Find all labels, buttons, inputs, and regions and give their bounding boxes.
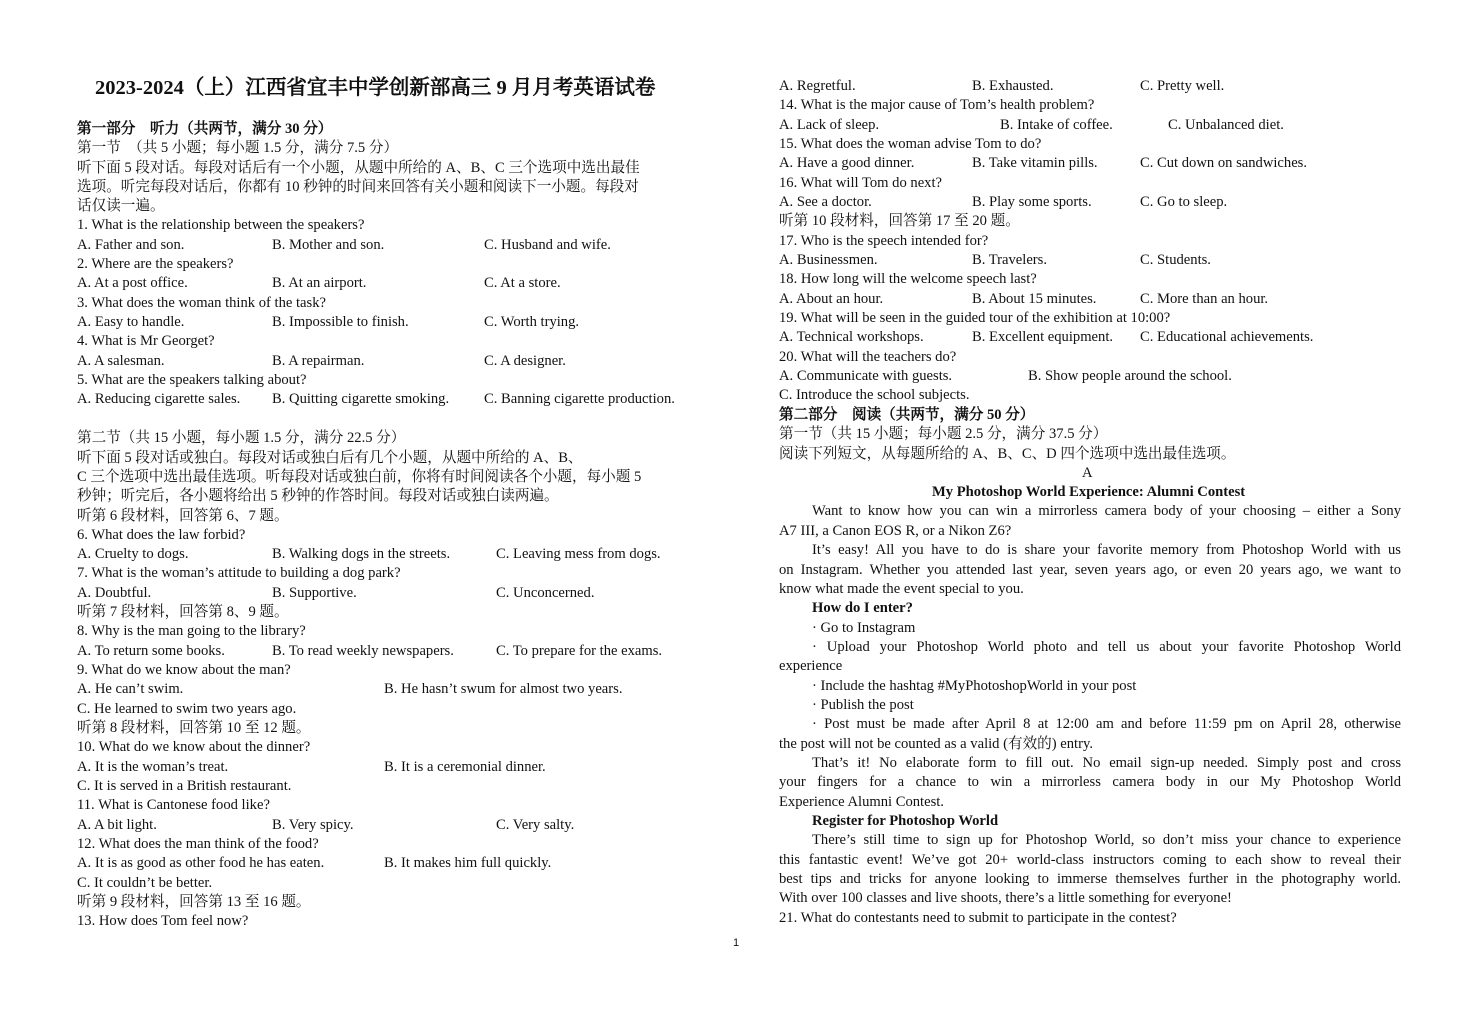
option-6a: A. Cruelty to dogs.: [77, 546, 189, 562]
question-17: 17. Who is the speech intended for?: [779, 233, 989, 249]
option-16c: C. Go to sleep.: [1140, 194, 1228, 210]
option-16a: A. See a doctor.: [779, 194, 872, 210]
reading-section1-heading: 第一节（共 15 小题；每小题 2.5 分，满分 37.5 分）: [779, 426, 1108, 442]
option-1b: B. Mother and son.: [272, 237, 385, 253]
option-9a: A. He can’t swim.: [77, 681, 184, 697]
option-19a: A. Technical workshops.: [779, 329, 924, 345]
p4-line-2: this fantastic event! We’ve got 20+ world-class instructors coming to each show to reveal their: [779, 852, 1401, 868]
option-1c: C. Husband and wife.: [484, 237, 611, 253]
option-4a: A. A salesman.: [77, 353, 165, 369]
p2-line-2: on Instagram. Whether you attended last year, seven years ago, or even 20 years ago, we want to: [779, 562, 1401, 578]
step-5-cont: the post will not be counted as a valid (有效的) entry.: [779, 736, 1093, 752]
exam-title: 2023-2024（上）江西省宜丰中学创新部高三 9 月月考英语试卷: [95, 77, 656, 99]
option-6c: C. Leaving mess from dogs.: [496, 546, 661, 562]
p2-line-1: It’s easy! All you have to do is share your favorite memory from Photoshop World with us: [812, 542, 1401, 558]
material-8-note: 听第 8 段材料，回答第 10 至 12 题。: [77, 720, 311, 736]
option-6b: B. Walking dogs in the streets.: [272, 546, 451, 562]
option-15b: B. Take vitamin pills.: [972, 155, 1098, 171]
step-3: · Include the hashtag #MyPhotoshopWorld in your post: [812, 678, 1137, 694]
option-14a: A. Lack of sleep.: [779, 117, 880, 133]
option-8b: B. To read weekly newspapers.: [272, 643, 454, 659]
question-13: 13. How does Tom feel now?: [77, 913, 249, 929]
part1-heading: 第一部分 听力（共两节，满分 30 分）: [77, 121, 333, 137]
question-15: 15. What does the woman advise Tom to do?: [779, 136, 1042, 152]
material-10-note: 听第 10 段材料，回答第 17 至 20 题。: [779, 213, 1020, 229]
option-7a: A. Doubtful.: [77, 585, 152, 601]
question-14: 14. What is the major cause of Tom’s health problem?: [779, 97, 1095, 113]
part2-heading: 第二部分 阅读（共两节，满分 50 分）: [779, 407, 1035, 423]
question-21: 21. What do contestants need to submit to participate in the contest?: [779, 910, 1177, 926]
option-10a: A. It is the woman’s treat.: [77, 759, 229, 775]
option-11c: C. Very salty.: [496, 817, 575, 833]
option-18c: C. More than an hour.: [1140, 291, 1269, 307]
p3-line-1: That’s it! No elaborate form to fill out. No email sign-up needed. Simply post and cross: [812, 755, 1401, 771]
option-3b: B. Impossible to finish.: [272, 314, 409, 330]
p4-line-1: There’s still time to sign up for Photoshop World, so don’t miss your chance to experience: [812, 832, 1401, 848]
option-12a: A. It is as good as other food he has eaten.: [77, 855, 325, 871]
option-11b: B. Very spicy.: [272, 817, 354, 833]
option-17a: A. Businessmen.: [779, 252, 878, 268]
material-7-note: 听第 7 段材料，回答第 8、9 题。: [77, 604, 289, 620]
option-15c: C. Cut down on sandwiches.: [1140, 155, 1308, 171]
option-8a: A. To return some books.: [77, 643, 225, 659]
option-18b: B. About 15 minutes.: [972, 291, 1097, 307]
option-12b: B. It makes him full quickly.: [384, 855, 552, 871]
p4-line-4: With over 100 classes and live shoots, there’s a little something for everyone!: [779, 890, 1232, 906]
option-12c: C. It couldn’t be better.: [77, 875, 213, 891]
question-5: 5. What are the speakers talking about?: [77, 372, 307, 388]
option-8c: C. To prepare for the exams.: [496, 643, 663, 659]
question-9: 9. What do we know about the man?: [77, 662, 291, 678]
p3-line-3: Experience Alumni Contest.: [779, 794, 944, 810]
option-15a: A. Have a good dinner.: [779, 155, 915, 171]
option-20b: B. Show people around the school.: [1028, 368, 1232, 384]
step-2: · Upload your Photoshop World photo and tell us about your favorite Photoshop World: [812, 639, 1401, 655]
option-1a: A. Father and son.: [77, 237, 185, 253]
question-4: 4. What is Mr Georget?: [77, 333, 215, 349]
page-number: 1: [733, 937, 740, 949]
option-2b: B. At an airport.: [272, 275, 367, 291]
p1-line-2: A7 III, a Canon EOS R, or a Nikon Z6?: [779, 523, 1012, 539]
option-20c: C. Introduce the school subjects.: [779, 387, 970, 403]
option-19c: C. Educational achievements.: [1140, 329, 1314, 345]
option-14c: C. Unbalanced diet.: [1168, 117, 1284, 133]
question-10: 10. What do we know about the dinner?: [77, 739, 311, 755]
option-19b: B. Excellent equipment.: [972, 329, 1114, 345]
step-1: · Go to Instagram: [812, 620, 916, 636]
option-2c: C. At a store.: [484, 275, 561, 291]
passage-title: My Photoshop World Experience: Alumni Contest: [932, 484, 1246, 500]
question-20: 20. What will the teachers do?: [779, 349, 957, 365]
option-7b: B. Supportive.: [272, 585, 357, 601]
option-10c: C. It is served in a British restaurant.: [77, 778, 292, 794]
p3-line-2: your fingers for a chance to win a mirrorless camera body in our My Photoshop World: [779, 774, 1401, 790]
section1-instructions-3: 话仅读一遍。: [77, 198, 165, 214]
option-17c: C. Students.: [1140, 252, 1211, 268]
material-6-note: 听第 6 段材料，回答第 6、7 题。: [77, 508, 289, 524]
question-2: 2. Where are the speakers?: [77, 256, 234, 272]
option-10b: B. It is a ceremonial dinner.: [384, 759, 546, 775]
option-13a: A. Regretful.: [779, 78, 856, 94]
register-heading: Register for Photoshop World: [812, 813, 999, 829]
option-17b: B. Travelers.: [972, 252, 1047, 268]
option-5c: C. Banning cigarette production.: [484, 391, 675, 407]
option-11a: A. A bit light.: [77, 817, 157, 833]
option-5b: B. Quitting cigarette smoking.: [272, 391, 450, 407]
question-16: 16. What will Tom do next?: [779, 175, 943, 191]
how-to-enter-heading: How do I enter?: [812, 600, 913, 616]
section2-instructions-3: 秒钟；听完后，各小题将给出 5 秒钟的作答时间。每段对话或独白读两遍。: [77, 488, 559, 504]
p1-line-1: Want to know how you can win a mirrorless camera body of your choosing – either a Sony: [812, 503, 1401, 519]
question-7: 7. What is the woman’s attitude to building a dog park?: [77, 565, 401, 581]
section2-instructions-1: 听下面 5 段对话或独白。每段对话或独白后有几个小题，从题中所给的 A、B、: [77, 450, 583, 466]
question-1: 1. What is the relationship between the speakers?: [77, 217, 365, 233]
passage-label: A: [1082, 465, 1093, 481]
option-14b: B. Intake of coffee.: [1000, 117, 1113, 133]
section1-heading: 第一节 （共 5 小题；每小题 1.5 分，满分 7.5 分）: [77, 140, 399, 156]
question-8: 8. Why is the man going to the library?: [77, 623, 306, 639]
step-5: · Post must be made after April 8 at 12:00 am and before 11:59 pm on April 28, otherwise: [812, 716, 1401, 732]
option-7c: C. Unconcerned.: [496, 585, 595, 601]
section1-instructions-2: 选项。听完每段对话后，你都有 10 秒钟的时间来回答有关小题和阅读下一小题。每段对: [77, 179, 639, 195]
step-2-cont: experience: [779, 658, 843, 674]
question-19: 19. What will be seen in the guided tour of the exhibition at 10:00?: [779, 310, 1171, 326]
p2-line-3: know what made the event special to you.: [779, 581, 1024, 597]
option-3c: C. Worth trying.: [484, 314, 580, 330]
section2-instructions-2: C 三个选项中选出最佳选项。听每段对话或独白前，你将有时间阅读各个小题，每小题 5: [77, 469, 642, 485]
section2-heading: 第二节（共 15 小题，每小题 1.5 分，满分 22.5 分）: [77, 430, 406, 446]
option-4c: C. A designer.: [484, 353, 566, 369]
question-12: 12. What does the man think of the food?: [77, 836, 319, 852]
option-4b: B. A repairman.: [272, 353, 365, 369]
question-18: 18. How long will the welcome speech last?: [779, 271, 1037, 287]
question-3: 3. What does the woman think of the task?: [77, 295, 326, 311]
question-6: 6. What does the law forbid?: [77, 527, 246, 543]
option-13b: B. Exhausted.: [972, 78, 1054, 94]
option-13c: C. Pretty well.: [1140, 78, 1225, 94]
option-5a: A. Reducing cigarette sales.: [77, 391, 241, 407]
option-9c: C. He learned to swim two years ago.: [77, 701, 297, 717]
option-16b: B. Play some sports.: [972, 194, 1092, 210]
material-9-note: 听第 9 段材料，回答第 13 至 16 题。: [77, 894, 311, 910]
p4-line-3: best tips and tricks for anyone looking to immerse themselves further in the photography world.: [779, 871, 1401, 887]
option-3a: A. Easy to handle.: [77, 314, 185, 330]
option-2a: A. At a post office.: [77, 275, 188, 291]
step-4: · Publish the post: [812, 697, 914, 713]
question-11: 11. What is Cantonese food like?: [77, 797, 270, 813]
option-9b: B. He hasn’t swum for almost two years.: [384, 681, 623, 697]
reading-instructions: 阅读下列短文，从每题所给的 A、B、C、D 四个选项中选出最佳选项。: [779, 446, 1236, 462]
option-20a: A. Communicate with guests.: [779, 368, 953, 384]
option-18a: A. About an hour.: [779, 291, 884, 307]
section1-instructions-1: 听下面 5 段对话。每段对话后有一个小题，从题中所给的 A、B、C 三个选项中选出最佳: [77, 160, 640, 176]
